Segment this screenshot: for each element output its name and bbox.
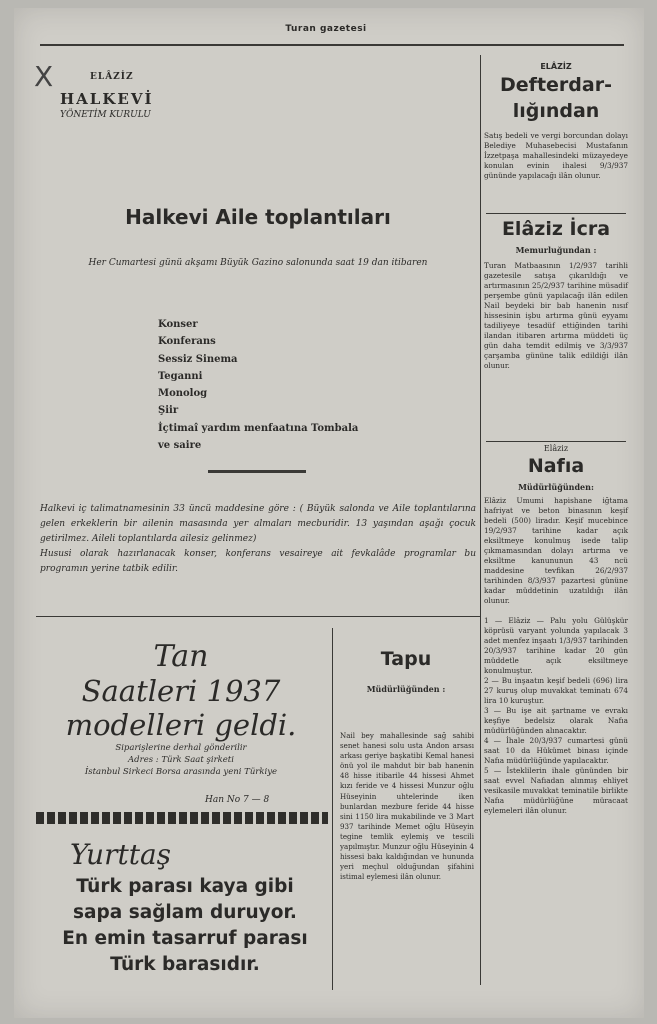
halkevi-note-special: Hususi olarak hazırlanacak konser, konferans vesaireye ait fevkalâde programlar bu programın yerine tatbik edilir. — [40, 549, 476, 574]
nafia-item: 1 — Elâziz — Palu yolu Gülüşkür köprüsü varyant yolunda yapılacak 3 adet menfez inşaatı 1/3/937 tarihinden 20/3/937 tarihine kadar 20 gün müddetle açık eksiltmeye konulmuştur. — [484, 616, 628, 675]
column-divider-right — [480, 55, 481, 985]
masthead-rule — [40, 44, 624, 46]
halkevi-subtitle: Her Cumartesi günü akşamı Büyük Gazino salonunda saat 19 dan itibaren — [88, 258, 428, 268]
yurttas-slogan — [40, 874, 330, 978]
yurttas-title: Yurttaş — [70, 838, 172, 871]
icra-body: Turan Matbaasının 1/2/937 tarihli gazetesile satışa çıkarıldığı ve artırmasının 25/2/937 tarihine müsadif perşembe günü yapılacağı ilân edilen Nail beydeki bir bab hanenin nısıf hissesinin işbu artırma günü eyyamı tadiliyeye tesadüf ettiğinden tarihi ilandan itibaren artırma müddeti üç gün daha temdit edilmiş ve 3/3/937 çarşamba gününe talik edildiği ilân olunur. — [484, 261, 628, 370]
halkevi-name: HALKEVİ — [60, 90, 154, 108]
tapu-subtitle: Müdürlüğünden : — [366, 684, 446, 694]
icra-title: Elâziz İcra — [501, 218, 611, 240]
program-item: Konferans — [158, 336, 216, 348]
defterdar-city: ELÂZİZ — [540, 62, 572, 71]
program-item: Konser — [158, 319, 198, 330]
nafia-body — [484, 496, 628, 816]
tan-address-line: Adres : Türk Saat şirketi — [128, 755, 234, 765]
halkevi-board: YÖNETİM KURULU — [60, 110, 151, 120]
yurttas-line-4: Türk barasıdır. — [110, 954, 260, 975]
program-item: Teganni — [158, 370, 203, 382]
section-divider — [36, 616, 480, 617]
tan-han-number: Han No 7 — 8 — [205, 795, 270, 805]
nafia-title: Nafıa — [527, 455, 585, 477]
tan-order-line: Siparişlerine derhal gönderilir — [115, 743, 247, 753]
program-list — [158, 316, 358, 454]
nafia-intro: Elâziz Umumi hapishane iğtama hafriyat ve beton binasının keşif bedeli (500) liradır. Keşif mucebince 19/2/937 tarihine kadar açık eksiltmeye konulmuş isede talip çıkmamasından dolayı artırma ve eksiltme kanununun 43 ncü maddesine tevfikan 26/2/937 tarihinden 8/3/937 pazartesi gününe kadar müddetinin uzatıldığı ilân olunur. — [484, 496, 628, 605]
program-item: Sessiz Sinema — [158, 353, 238, 365]
tapu-body: Nail bey mahallesinde sağ sahibi senet hanesi solu usta Andon arsası arkası geriye başkatibi Kemal hanesi önü yol ile mahdut bir bab hanenin 48 hisse itibarile 44 hissesi Ahmet kızı feride ve 4 hissesi Munzur oğlu Hüseyinin uhtelerinde iken bunlardan mezbure feride 44 hisse sini 1150 lira mukabilinde ve 3 Mart 937 tarihinde Memet oğlu Hüseyin tegine temlik eylemiş ve tescili yapılmıştır. Munzur oğlu Hüseyinin 4 hissesi bakı kaldığından ve hununda yeri meçhul olduğundan şifahini istimal eylemesi ilân olunur. — [340, 731, 474, 882]
nafia-subtitle: Müdürlüğünden: — [518, 482, 594, 492]
right-rule-2 — [486, 441, 626, 442]
halkevi-note-rules: Halkevi iç talimatnamesinin 33 üncü maddesine göre : ( Büyük salonda ve Aile toplantılarına gelen erkeklerin bir ailenin masasında yer almaları mecburidir. 13 yaşından aşağı çocuk getirilmez. Aileli toplantılarda ailesiz gelinmez) — [40, 504, 476, 544]
program-item: ve saire — [158, 440, 202, 452]
yurttas-line-1: Türk parası kaya gibi — [76, 876, 294, 897]
tan-brand: Tan — [153, 639, 209, 674]
program-separator — [208, 470, 306, 473]
tan-watch-ad — [36, 640, 326, 778]
column-divider-tapu — [332, 628, 333, 990]
nafia-item: 3 — Bu işe ait şartname ve evrakı keşfiye bedelsiz olarak Nafıa müdürlüğünden alınacaktır. — [484, 706, 628, 735]
defterdar-title-2: lığından — [512, 100, 600, 122]
handwritten-x-mark: X — [34, 60, 54, 93]
nafia-city: Elâziz — [543, 444, 569, 453]
tan-location-line: İstanbul Sirkeci Borsa arasında yeni Türkiye — [84, 767, 278, 777]
program-item: İçtimaî yardım menfaatına Tombala — [158, 422, 359, 434]
halkevi-notes — [40, 502, 476, 577]
nafia-item: 5 — İsteklilerin ihale gününden bir saat evvel Nafıadan alınmış ehliyet vesikasile muvakkat teminatile birlikte Nafıa müdürlüğüne müracaat eylemeleri ilân olunur. — [484, 766, 628, 815]
tapu-title: Tapu — [380, 648, 432, 670]
icra-subtitle: Memurluğundan : — [515, 245, 597, 255]
program-item: Şiir — [158, 405, 179, 417]
program-item: Monolog — [158, 388, 208, 400]
masthead-title: Turan gazetesi — [285, 24, 367, 34]
right-rule-1 — [486, 213, 626, 214]
tan-headline-1: Saatleri 1937 — [81, 674, 281, 708]
checkered-border — [36, 812, 328, 824]
halkevi-title: Halkevi Aile toplantıları — [125, 205, 391, 229]
nafia-item: 2 — Bu inşaatın keşif bedeli (696) lira 27 kuruş olup muvakkat teminatı 674 lira 10 kuruştur. — [484, 676, 628, 705]
defterdar-body: Satış bedeli ve vergi borcundan dolayı Belediye Muhasebecisi Mustafanın İzzetpaşa mahallesindeki müzayedeye konulan evinin ihalesi 9/3/937 gününde yapılacağı ilân olunur. — [484, 131, 628, 180]
nafia-item: 4 — İhale 20/3/937 cumartesi günü saat 10 da Hükümet binası içinde Nafıa müdürlüğünde yapılacaktır. — [484, 736, 628, 765]
yurttas-line-2: sapa sağlam duruyor. — [73, 902, 297, 923]
defterdar-title-1: Defterdar- — [500, 74, 612, 96]
halkevi-city: ELÂZİZ — [90, 72, 134, 82]
tan-headline-2: modelleri geldi. — [65, 708, 297, 742]
yurttas-line-3: En emin tasarruf parası — [62, 928, 308, 949]
